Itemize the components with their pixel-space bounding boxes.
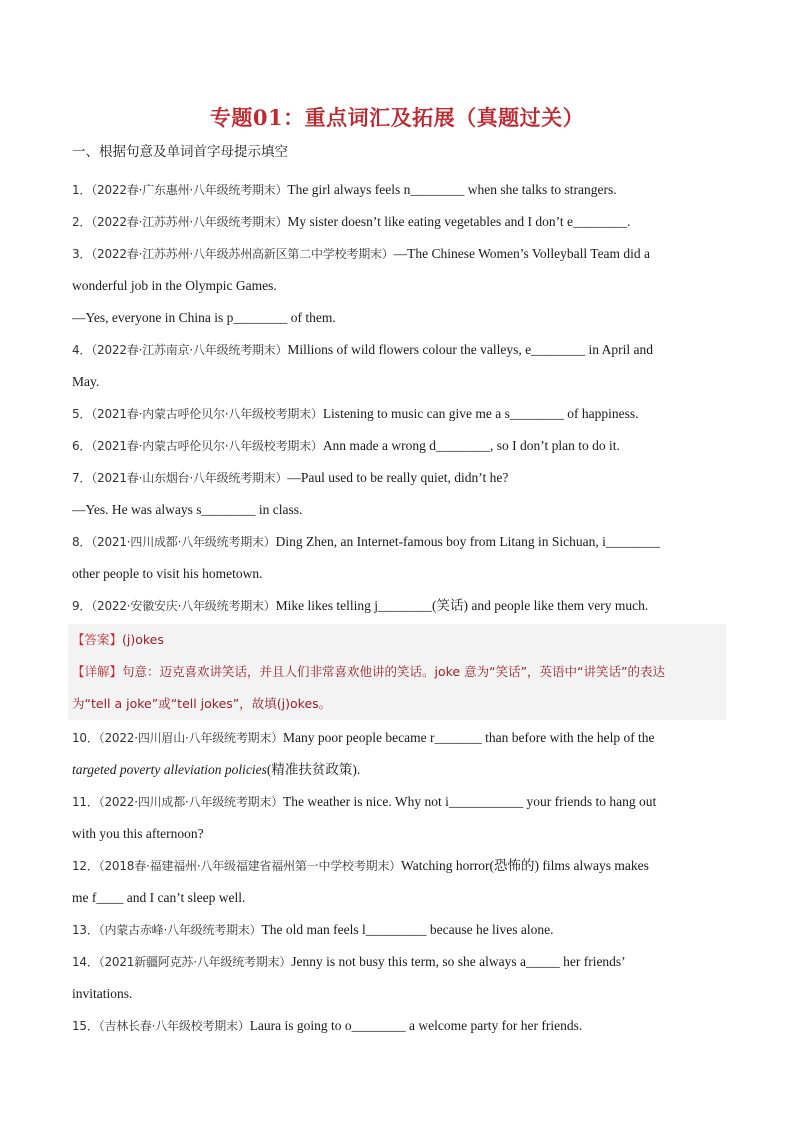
question-10: [72, 722, 722, 754]
answer-box: [68, 624, 726, 720]
italic-phrase: targeted poverty alleviation policies: [72, 762, 267, 777]
question-source: 15．（吉林长春·八年级校考期末）: [72, 1019, 250, 1033]
question-text: Listening to music can give me a s________ of happiness.: [322, 406, 639, 421]
answer-value: (j)okes: [122, 632, 164, 647]
section-heading: 一、根据句意及单词首字母提示填空: [72, 144, 288, 160]
question-10-continued: targeted poverty alleviation policies(精准扶贫政策).: [72, 762, 361, 777]
page-title: 专题01：重点词汇及拓展（真题过关）: [209, 105, 585, 130]
question-8: [72, 526, 722, 558]
answer-label: 【答案】: [72, 632, 123, 647]
question-list: [72, 142, 722, 1042]
detail-text-continued: 为“tell a joke”或“tell jokes”，故填(j)okes。: [72, 696, 332, 711]
question-text: Jenny is not busy this term, so she always a_____ her friends’: [291, 954, 626, 969]
question-text: The old man feels l_________ because he lives alone.: [261, 922, 554, 937]
question-5: [72, 398, 722, 430]
question-source: 8．（2021·四川成都·八年级统考期末）: [72, 535, 276, 549]
question-source: 14．（2021新疆阿克苏·八年级统考期末）: [72, 955, 292, 969]
question-source: 11．（2022·四川成都·八年级统考期末）: [72, 795, 284, 809]
detail-label: 【详解】: [72, 664, 123, 679]
question-3-continued: wonderful job in the Olympic Games.: [72, 278, 277, 293]
question-source: 3．（2022春·江苏苏州·八年级苏州高新区第二中学校考期末）: [72, 247, 394, 261]
question-1: [72, 174, 722, 206]
question-source: 4．（2022春·江苏南京·八年级统考期末）: [72, 343, 288, 357]
question-text: My sister doesn’t like eating vegetables and I don’t e________.: [287, 214, 631, 229]
question-11: [72, 786, 722, 818]
answer-line: [72, 624, 722, 656]
question-3-reply: —Yes, everyone in China is p________ of them.: [72, 310, 336, 325]
question-14-continued: invitations.: [72, 986, 133, 1001]
question-source: 2．（2022春·江苏苏州·八年级统考期末）: [72, 215, 288, 229]
question-text: The weather is nice. Why not i___________ your friends to hang out: [283, 794, 657, 809]
detail-line-1: [72, 656, 722, 688]
question-12-continued: me f____ and I can’t sleep well.: [72, 890, 246, 905]
question-text: Millions of wild flowers colour the valleys, e________ in April and: [287, 342, 653, 357]
question-source: 7．（2021春·山东烟台·八年级统考期末）: [72, 471, 288, 485]
question-source: 9．（2022·安徽安庆·八年级统考期末）: [72, 599, 276, 613]
question-text: Ann made a wrong d________, so I don’t plan to do it.: [322, 438, 620, 453]
detail-line-2: [72, 688, 722, 720]
question-source: 5．（2021春·内蒙古呼伦贝尔·八年级校考期末）: [72, 407, 323, 421]
question-text: —The Chinese Women’s Volleyball Team did a: [393, 246, 651, 261]
question-7-reply: —Yes. He was always s________ in class.: [72, 502, 303, 517]
question-3: [72, 238, 722, 270]
question-9: [72, 590, 722, 622]
question-11-continued: with you this afternoon?: [72, 826, 204, 841]
question-source: 1．（2022春·广东惠州·八年级统考期末）: [72, 183, 288, 197]
question-7: [72, 462, 722, 494]
question-13: [72, 914, 722, 946]
question-4: [72, 334, 722, 366]
detail-text: 句意：迈克喜欢讲笑话，并且人们非常喜欢他讲的笑话。joke 意为“笑话”，英语中“讲笑话”的表达: [122, 664, 665, 679]
question-6: [72, 430, 722, 462]
question-text: Mike likes telling j________(笑话) and people like them very much.: [275, 598, 649, 613]
question-text: —Paul used to be really quiet, didn’t he?: [287, 470, 509, 485]
question-source: 6．（2021春·内蒙古呼伦贝尔·八年级校考期末）: [72, 439, 323, 453]
question-text: Many poor people became r_______ than before with the help of the: [283, 730, 655, 745]
question-text: Watching horror(恐怖的) films always makes: [401, 858, 649, 873]
question-source: 13．（内蒙古赤峰·八年级统考期末）: [72, 923, 262, 937]
question-text: Ding Zhen, an Internet-famous boy from Litang in Sichuan, i________: [275, 534, 660, 549]
question-15: [72, 1010, 722, 1042]
question-4-continued: May.: [72, 374, 100, 389]
question-text: The girl always feels n________ when she talks to strangers.: [287, 182, 617, 197]
question-14: [72, 946, 722, 978]
question-12: [72, 850, 722, 882]
question-source: 10．（2022·四川眉山·八年级统考期末）: [72, 731, 284, 745]
question-2: [72, 206, 722, 238]
question-8-continued: other people to visit his hometown.: [72, 566, 263, 581]
question-source: 12．（2018春·福建福州·八年级福建省福州第一中学校考期末）: [72, 859, 402, 873]
question-text: Laura is going to o________ a welcome party for her friends.: [249, 1018, 583, 1033]
